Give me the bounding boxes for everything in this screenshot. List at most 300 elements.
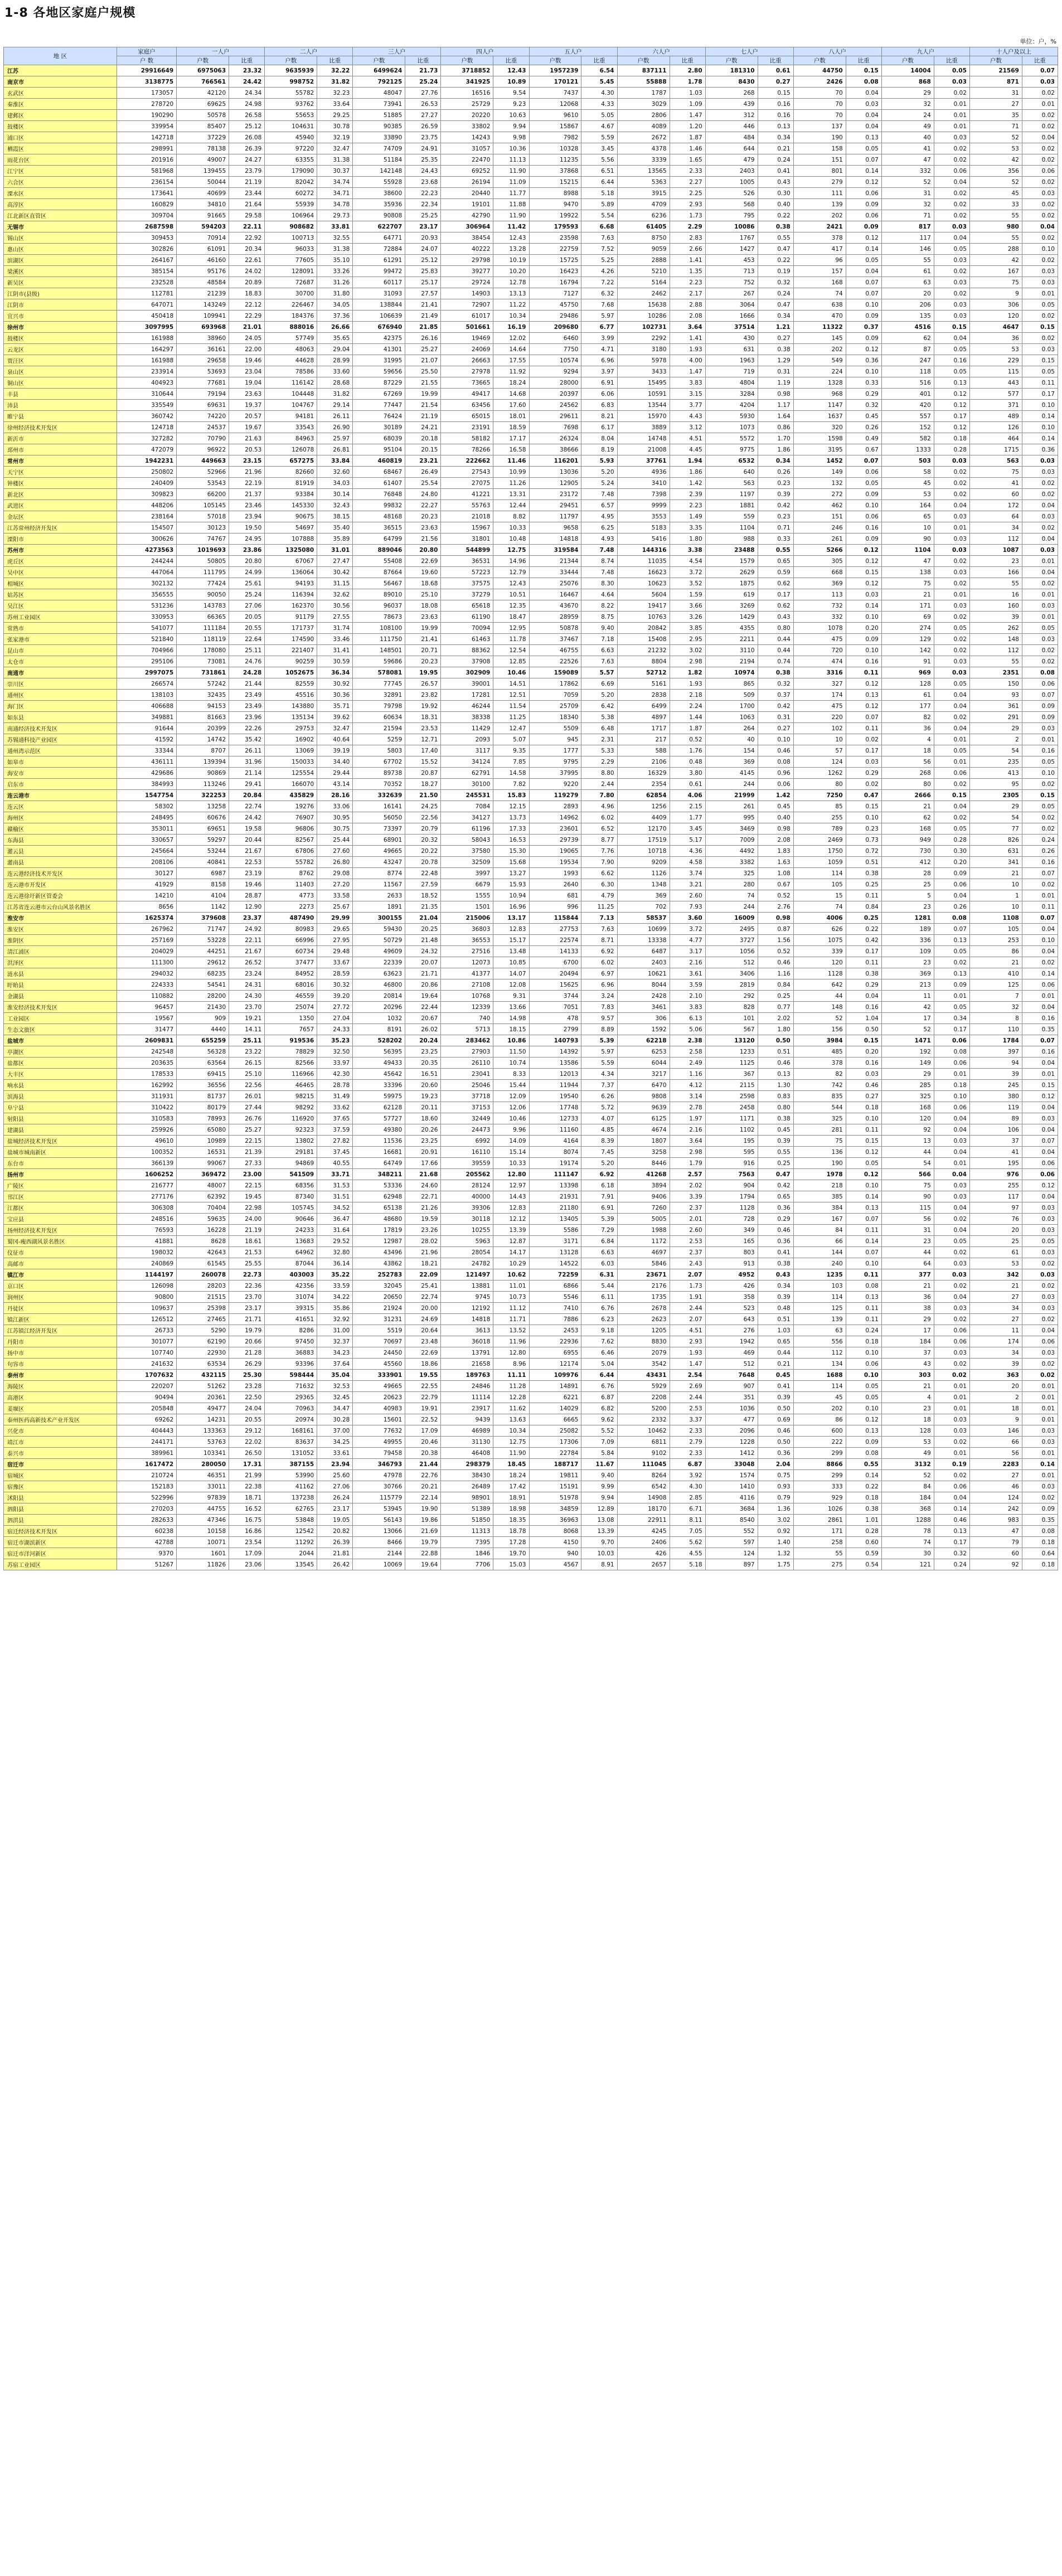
share-cell: 0.01	[934, 1403, 969, 1414]
households-cell: 32509	[441, 857, 493, 868]
table-row	[4, 355, 1058, 366]
households-cell: 37153	[441, 1102, 493, 1113]
region-cell: 大丰区	[4, 1069, 117, 1080]
share-cell: 8.75	[581, 612, 617, 623]
households-cell: 6487	[617, 946, 670, 957]
households-cell: 22759	[529, 244, 581, 255]
share-cell: 27.06	[229, 600, 265, 612]
households-cell: 70404	[177, 1202, 229, 1214]
share-cell: 6.31	[581, 1269, 617, 1280]
share-cell: 0.03	[1022, 455, 1058, 467]
households-cell: 105145	[177, 500, 229, 511]
share-cell: 25.12	[405, 255, 441, 266]
households-cell: 69415	[177, 1069, 229, 1080]
households-cell: 33048	[705, 1459, 758, 1470]
table-row	[4, 333, 1058, 344]
share-cell: 0.42	[846, 935, 881, 946]
households-cell: 128091	[265, 266, 317, 277]
share-cell: 0.30	[934, 846, 969, 857]
households-cell: 59430	[353, 924, 405, 935]
households-cell: 21008	[617, 444, 670, 455]
share-cell: 2.08	[758, 835, 793, 846]
households-cell: 195	[969, 1158, 1022, 1169]
table-row	[4, 701, 1058, 712]
share-cell: 6.06	[581, 389, 617, 400]
households-cell: 105	[793, 879, 846, 890]
total-cell: 41881	[117, 1236, 176, 1247]
share-cell: 0.12	[846, 344, 881, 355]
households-cell: 9059	[617, 244, 670, 255]
table-row	[4, 121, 1058, 132]
share-cell: 1.09	[670, 99, 705, 110]
households-cell: 339	[793, 946, 846, 957]
share-cell: 14.43	[493, 1191, 529, 1202]
share-cell: 0.18	[1022, 1559, 1058, 1570]
households-cell: 475	[793, 701, 846, 712]
region-cell: 雨花台区	[4, 154, 117, 166]
households-cell: 190	[793, 1158, 846, 1169]
households-cell: 897	[705, 1559, 758, 1570]
share-cell: 0.72	[846, 846, 881, 857]
households-cell: 544	[793, 1102, 846, 1113]
share-cell: 7.48	[581, 545, 617, 556]
households-cell: 174590	[265, 634, 317, 645]
share-cell: 24.31	[229, 979, 265, 991]
share-cell: 0.12	[846, 1147, 881, 1158]
households-cell: 54697	[265, 522, 317, 533]
households-cell: 46465	[265, 1080, 317, 1091]
households-cell: 349	[705, 1225, 758, 1236]
share-cell: 0.05	[846, 143, 881, 154]
share-cell: 0.01	[1022, 99, 1058, 110]
total-cell: 240409	[117, 478, 176, 489]
share-cell: 19.04	[229, 377, 265, 389]
households-cell: 66365	[177, 612, 229, 623]
households-cell: 95	[969, 779, 1022, 790]
share-cell: 22.26	[229, 723, 265, 734]
share-cell: 0.16	[1022, 1046, 1058, 1057]
households-cell: 106964	[265, 210, 317, 221]
share-cell: 23.96	[229, 712, 265, 723]
share-cell: 34.74	[317, 177, 353, 188]
share-cell: 0.13	[846, 132, 881, 143]
share-cell: 2.58	[670, 1046, 705, 1057]
households-cell: 85407	[177, 121, 229, 132]
share-cell: 0.03	[1022, 266, 1058, 277]
households-cell: 622707	[353, 221, 405, 232]
table-row	[4, 1046, 1058, 1057]
households-cell: 15495	[617, 377, 670, 389]
households-cell: 31	[969, 88, 1022, 99]
share-cell: 0.04	[934, 1124, 969, 1136]
households-cell: 53	[881, 489, 934, 500]
share-cell: 10.03	[581, 1548, 617, 1559]
households-cell: 3410	[617, 478, 670, 489]
share-cell: 0.26	[934, 901, 969, 913]
region-cell: 武进区	[4, 500, 117, 511]
households-cell: 64771	[353, 232, 405, 244]
share-cell: 0.14	[1022, 433, 1058, 444]
households-cell: 220	[793, 712, 846, 723]
households-cell: 8	[969, 1013, 1022, 1024]
share-cell: 0.02	[1022, 255, 1058, 266]
region-cell: 连云港经济技术开发区	[4, 868, 117, 879]
households-cell: 78829	[265, 1046, 317, 1057]
share-cell: 1.86	[670, 467, 705, 478]
households-cell: 27	[969, 99, 1022, 110]
households-cell: 995	[705, 812, 758, 823]
households-cell: 90	[881, 1191, 934, 1202]
share-cell: 0.06	[1022, 1158, 1058, 1169]
share-cell: 0.09	[1022, 712, 1058, 723]
share-cell: 1.93	[670, 344, 705, 355]
households-cell: 74	[705, 890, 758, 901]
share-cell: 22.12	[229, 299, 265, 311]
total-cell: 138103	[117, 690, 176, 701]
households-cell: 99472	[353, 266, 405, 277]
households-cell: 156	[793, 1024, 846, 1035]
share-cell: 0.11	[846, 1269, 881, 1280]
households-cell: 817	[881, 221, 934, 232]
households-cell: 2598	[705, 1091, 758, 1102]
households-cell: 67702	[353, 756, 405, 768]
households-cell: 115844	[529, 913, 581, 924]
total-cell: 259926	[117, 1124, 176, 1136]
share-cell: 14.11	[229, 1024, 265, 1035]
share-cell: 17.60	[493, 400, 529, 411]
share-cell: 29.99	[317, 913, 353, 924]
share-cell: 0.13	[846, 1425, 881, 1437]
share-cell: 26.39	[229, 143, 265, 154]
share-cell: 18.61	[229, 1236, 265, 1247]
share-cell: 37.00	[317, 1425, 353, 1437]
share-cell: 12.80	[493, 1347, 529, 1359]
households-cell: 4804	[705, 377, 758, 389]
share-cell: 15.30	[493, 846, 529, 857]
share-cell: 26.50	[229, 1448, 265, 1459]
share-cell: 5.24	[581, 478, 617, 489]
share-cell: 22.19	[229, 478, 265, 489]
households-cell: 188717	[529, 1459, 581, 1470]
households-cell: 59686	[353, 656, 405, 667]
households-cell: 133363	[177, 1425, 229, 1437]
households-cell: 72884	[353, 244, 405, 255]
households-cell: 302909	[441, 667, 493, 678]
households-cell: 260078	[177, 1269, 229, 1280]
households-cell: 2176	[617, 1280, 670, 1292]
households-cell: 100713	[265, 232, 317, 244]
region-cell: 邗江区	[4, 1191, 117, 1202]
share-cell: 0.05	[846, 1392, 881, 1403]
households-cell: 39559	[441, 1158, 493, 1169]
households-cell: 1963	[705, 355, 758, 366]
households-cell: 42356	[265, 1280, 317, 1292]
share-cell: 0.03	[934, 299, 969, 311]
households-cell: 279	[793, 177, 846, 188]
households-cell: 90869	[177, 768, 229, 779]
households-cell: 166	[969, 567, 1022, 578]
total-cell: 360742	[117, 411, 176, 422]
households-cell: 49955	[353, 1437, 405, 1448]
total-cell: 91644	[117, 723, 176, 734]
share-cell: 1.41	[670, 255, 705, 266]
households-cell: 40	[881, 132, 934, 143]
share-cell: 0.23	[846, 823, 881, 835]
share-cell: 32.62	[317, 589, 353, 600]
share-cell: 0.74	[758, 656, 793, 667]
total-cell: 109637	[117, 1303, 176, 1314]
share-cell: 15.83	[493, 790, 529, 801]
table-row	[4, 812, 1058, 823]
share-cell: 6.18	[581, 1180, 617, 1191]
households-cell: 469	[705, 1347, 758, 1359]
share-cell: 22.88	[405, 1548, 441, 1559]
households-cell: 412	[881, 857, 934, 868]
share-cell: 0.03	[934, 1414, 969, 1425]
share-cell: 5.57	[581, 667, 617, 678]
share-cell: 2.66	[670, 244, 705, 255]
share-cell: 6.91	[581, 377, 617, 389]
table-row	[4, 500, 1058, 511]
households-cell: 54	[969, 812, 1022, 823]
share-cell: 0.45	[758, 1370, 793, 1381]
households-cell: 91665	[177, 210, 229, 221]
share-cell: 6.26	[581, 1091, 617, 1102]
share-cell: 0.18	[846, 1102, 881, 1113]
households-cell: 291	[969, 712, 1022, 723]
households-cell: 74709	[353, 143, 405, 154]
share-cell: 7.48	[581, 489, 617, 500]
share-cell: 0.17	[934, 1024, 969, 1035]
households-cell: 25	[881, 879, 934, 890]
households-cell: 164	[881, 500, 934, 511]
share-cell: 18.91	[493, 1492, 529, 1503]
table-row	[4, 745, 1058, 756]
region-cell: 张家港市	[4, 634, 117, 645]
total-cell: 2609831	[117, 1035, 176, 1046]
share-cell: 0.02	[934, 957, 969, 968]
households-cell: 78673	[353, 612, 405, 623]
households-cell: 124	[793, 756, 846, 768]
total-cell: 300626	[117, 533, 176, 545]
share-cell: 1.36	[758, 1503, 793, 1515]
households-cell: 138844	[353, 299, 405, 311]
share-cell: 30.42	[317, 567, 353, 578]
share-cell: 23.28	[229, 1381, 265, 1392]
households-cell: 8068	[529, 1526, 581, 1537]
share-cell: 19.91	[405, 1403, 441, 1414]
households-cell: 1171	[705, 1113, 758, 1124]
households-cell: 20296	[353, 1002, 405, 1013]
share-cell: 15.68	[493, 857, 529, 868]
households-cell: 50578	[177, 110, 229, 121]
households-cell: 5183	[617, 522, 670, 533]
households-cell: 1172	[617, 1236, 670, 1247]
region-cell: 通州区	[4, 690, 117, 701]
households-cell: 25082	[529, 1425, 581, 1437]
share-cell: 0.01	[1022, 1448, 1058, 1459]
households-cell: 10	[969, 901, 1022, 913]
share-cell: 7.85	[493, 756, 529, 768]
share-cell: 23.00	[229, 1169, 265, 1180]
households-cell: 1555	[441, 890, 493, 901]
share-cell: 0.04	[934, 1169, 969, 1180]
share-cell: 6.96	[581, 979, 617, 991]
households-cell: 144	[793, 1247, 846, 1258]
households-cell: 1410	[705, 1481, 758, 1492]
households-cell: 2678	[617, 1303, 670, 1314]
households-cell: 27465	[177, 1314, 229, 1325]
households-cell: 222662	[441, 455, 493, 467]
share-cell: 0.04	[934, 500, 969, 511]
share-cell: 0.03	[846, 589, 881, 600]
total-cell: 162992	[117, 1080, 176, 1091]
table-row	[4, 1225, 1058, 1236]
households-cell: 8830	[617, 1336, 670, 1347]
share-cell: 32.60	[317, 467, 353, 478]
households-cell: 3339	[617, 154, 670, 166]
households-cell: 17519	[617, 835, 670, 846]
share-cell: 11.26	[493, 478, 529, 489]
share-cell: 2.60	[670, 890, 705, 901]
households-cell: 13069	[265, 745, 317, 756]
table-row	[4, 1113, 1058, 1124]
households-cell: 4897	[617, 712, 670, 723]
households-cell: 976	[969, 1169, 1022, 1180]
share-cell: 8.19	[581, 444, 617, 455]
share-cell: 0.03	[1022, 1202, 1058, 1214]
households-cell: 57	[793, 745, 846, 756]
households-cell: 244	[705, 779, 758, 790]
share-cell: 10.36	[493, 143, 529, 154]
share-cell: 19.59	[405, 1214, 441, 1225]
share-cell: 0.46	[758, 957, 793, 968]
households-cell: 16329	[617, 768, 670, 779]
share-cell: 30.14	[317, 489, 353, 500]
share-cell: 0.98	[758, 913, 793, 924]
share-cell: 29.73	[317, 210, 353, 221]
share-cell: 5.97	[581, 311, 617, 322]
share-cell: 40.64	[317, 734, 353, 745]
households-cell: 118119	[177, 634, 229, 645]
share-cell: 0.41	[758, 1247, 793, 1258]
households-cell: 275	[793, 1559, 846, 1570]
total-cell: 277176	[117, 1191, 176, 1202]
table-row	[4, 1202, 1058, 1214]
region-cell: 无锡市	[4, 221, 117, 232]
subheader-share: 比重	[934, 56, 969, 65]
households-cell: 90385	[353, 121, 405, 132]
share-cell: 27.55	[317, 612, 353, 623]
total-cell: 450418	[117, 311, 176, 322]
share-cell: 0.17	[934, 411, 969, 422]
households-cell: 10071	[177, 1537, 229, 1548]
share-cell: 0.04	[934, 232, 969, 244]
region-cell: 宿迁市	[4, 1459, 117, 1470]
share-cell: 0.02	[934, 88, 969, 99]
households-cell: 501661	[441, 322, 493, 333]
region-cell: 苏宿工业园区	[4, 1559, 117, 1570]
households-cell: 1574	[705, 1470, 758, 1481]
households-cell: 7084	[441, 801, 493, 812]
share-cell: 21.44	[229, 678, 265, 690]
subheader-households: 户数	[793, 56, 846, 65]
share-cell: 0.45	[846, 411, 881, 422]
households-cell: 541509	[265, 1169, 317, 1180]
households-cell: 41221	[441, 489, 493, 500]
households-cell: 432115	[177, 1370, 229, 1381]
households-cell: 36515	[353, 522, 405, 533]
share-cell: 1.70	[758, 433, 793, 444]
share-cell: 27.33	[229, 1158, 265, 1169]
share-cell: 0.55	[758, 545, 793, 556]
table-header	[4, 47, 1058, 65]
share-cell: 22.98	[229, 1202, 265, 1214]
share-cell: 0.25	[758, 991, 793, 1002]
households-cell: 595	[705, 1147, 758, 1158]
households-cell: 29181	[265, 1147, 317, 1158]
households-cell: 5210	[617, 266, 670, 277]
share-cell: 37.36	[317, 311, 353, 322]
households-cell: 27543	[441, 467, 493, 478]
share-cell: 17.09	[405, 1425, 441, 1437]
households-cell: 68235	[177, 968, 229, 979]
households-cell: 255	[969, 1180, 1022, 1191]
households-cell: 129	[881, 634, 934, 645]
households-cell: 8774	[353, 868, 405, 879]
households-cell: 21344	[529, 556, 581, 567]
households-cell: 111750	[353, 634, 405, 645]
share-cell: 0.03	[934, 455, 969, 467]
households-cell: 306	[969, 299, 1022, 311]
share-cell: 2.27	[670, 177, 705, 188]
households-cell: 43	[881, 1359, 934, 1370]
total-cell: 41929	[117, 879, 176, 890]
households-cell: 61545	[177, 1258, 229, 1269]
share-cell: 27.95	[317, 935, 353, 946]
share-cell: 0.07	[846, 154, 881, 166]
share-cell: 7.37	[581, 1080, 617, 1091]
share-cell: 10.46	[493, 667, 529, 678]
total-cell: 161988	[117, 333, 176, 344]
households-cell: 82	[793, 1069, 846, 1080]
share-cell: 19.46	[229, 355, 265, 366]
share-cell: 24.07	[405, 244, 441, 255]
region-cell: 京口区	[4, 1280, 117, 1292]
households-cell: 34	[969, 522, 1022, 533]
share-cell: 0.09	[846, 199, 881, 210]
households-cell: 351	[705, 1392, 758, 1403]
share-cell: 12.43	[493, 232, 529, 244]
households-cell: 115	[969, 366, 1022, 377]
share-cell: 11.67	[581, 1459, 617, 1470]
households-cell: 61	[881, 266, 934, 277]
households-cell: 134	[793, 1359, 846, 1370]
region-cell: 扬中市	[4, 1347, 117, 1359]
share-cell: 0.10	[1022, 422, 1058, 433]
share-cell: 15.17	[493, 935, 529, 946]
households-cell: 48063	[265, 344, 317, 355]
share-cell: 7.80	[581, 790, 617, 801]
households-cell: 131052	[265, 1448, 317, 1459]
total-cell: 541077	[117, 623, 176, 634]
region-cell: 徐州市	[4, 322, 117, 333]
share-cell: 0.03	[934, 667, 969, 678]
households-cell: 119	[969, 1102, 1022, 1113]
region-cell: 扬州经济技术开发区	[4, 1225, 117, 1236]
households-cell: 165	[705, 1236, 758, 1247]
households-cell: 40983	[353, 1403, 405, 1414]
